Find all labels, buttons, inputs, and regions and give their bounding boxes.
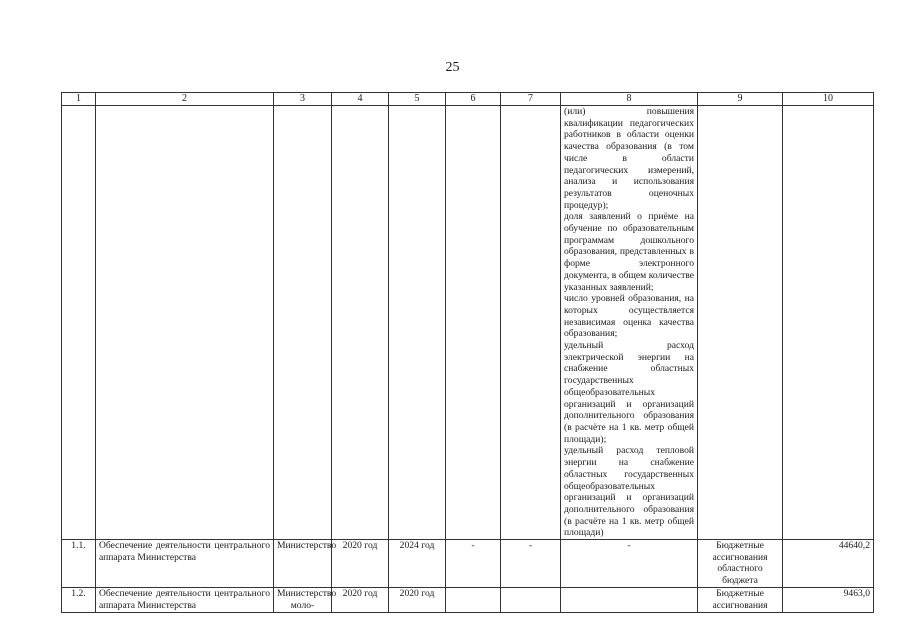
continuation-row: [62, 106, 874, 540]
header-row: [62, 93, 874, 106]
indicator-text: удельный расход электрической энергии на снабжение областных государственных общеобразовательных организаций и организаций дополнительного образования (в расчёте на 1 кв. метр общей площади);: [564, 340, 694, 445]
header-col-6: 6: [446, 93, 501, 106]
indicator-text: доля заявлений о приёме на обучение по образовательным программам дошкольного образования, представленных в форме электронного документа, в общем количестве указанных заявлений;: [564, 211, 694, 293]
col6-value: -: [446, 540, 501, 588]
indicator-text: (или) повышения квалификации педагогических работников в области оценки качества образования (в том числе в области педагогических измерений, анализа и использования результатов оценочных процедур);: [564, 106, 694, 211]
executor: Министерство моло-: [277, 588, 337, 611]
activity-name: Обеспечение деятельности центрального аппарата Министерства: [96, 540, 274, 588]
header-col-5: 5: [389, 93, 446, 106]
row-number: 1.1.: [62, 540, 96, 588]
activity-name: Обеспечение деятельности центрального аппарата Министерства: [99, 588, 270, 611]
col7-value: -: [501, 540, 561, 588]
program-table: [61, 92, 874, 613]
header-col-8: 8: [561, 93, 698, 106]
amount: 9463,0: [843, 588, 870, 600]
table-row: [62, 588, 874, 613]
col8-value: -: [561, 540, 698, 588]
table-row: [62, 540, 874, 588]
amount: 44640,2: [783, 540, 874, 588]
executor: Министерство: [274, 540, 332, 588]
start-year: 2020 год: [332, 540, 389, 588]
end-year: 2024 год: [389, 540, 446, 588]
indicator-text: число уровней образования, на которых осуществляется независимая оценка качества образования;: [564, 293, 694, 340]
header-col-9: 9: [698, 93, 783, 106]
header-col-4: 4: [332, 93, 389, 106]
funding-source: Бюджетные ассигнования областного бюджета: [698, 540, 783, 588]
header-col-7: 7: [501, 93, 561, 106]
funding-source: Бюджетные ассигнования: [712, 588, 768, 611]
header-col-1: 1: [62, 93, 96, 106]
row-number: 1.2.: [71, 588, 86, 600]
indicators-cell: [561, 106, 698, 540]
header-col-10: 10: [783, 93, 874, 106]
indicator-text: удельный расход тепловой энергии на снабжение областных государственных общеобразовательных организаций и организаций дополнительного образования (в расчёте на 1 кв. метр общей площади): [564, 445, 694, 539]
header-col-3: 3: [274, 93, 332, 106]
page-number: 25: [445, 60, 460, 75]
end-year: 2020 год: [399, 588, 435, 600]
header-col-2: 2: [96, 93, 274, 106]
start-year: 2020 год: [342, 588, 378, 600]
